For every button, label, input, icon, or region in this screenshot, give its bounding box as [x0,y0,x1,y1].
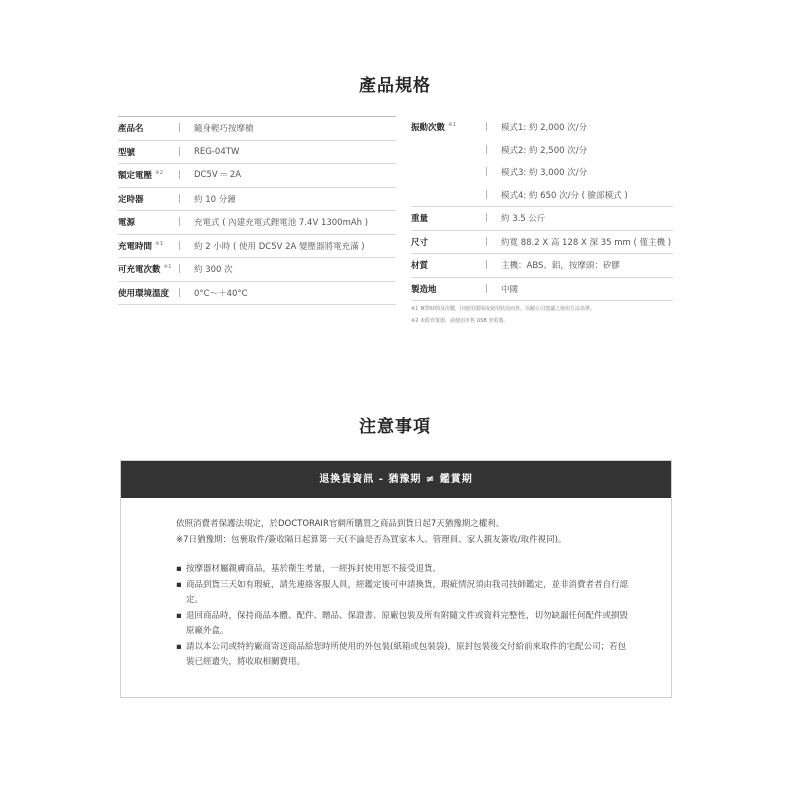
spec-value: 充電式 ( 內建充電式鋰電池 7.4V 1300mAh ) [194,218,369,229]
spec-label: 振動次數 $^{※1}$ [411,122,457,134]
spec-row [411,278,673,302]
bullet-icon: ▪ [176,579,182,590]
spec-row [411,254,673,278]
separator: | [178,170,181,181]
spec-value: 模式4: 約 650 次/分 ( 臉部模式 ) [501,190,628,201]
bullet-icon: ▪ [176,610,182,621]
bullet-icon: ▪ [176,641,182,652]
spec-label: 額定電壓 $^{※2}$ [118,170,164,182]
list-item [176,609,631,640]
spec-section-title: 產品規格 [359,76,431,96]
spec-value: 中國 [501,284,519,295]
spec-label: 重量 [411,214,429,225]
spec-row [411,184,673,208]
separator: | [178,264,181,275]
spec-table-left [118,116,396,305]
list-item-text: 商品到貨三天如有瑕疵，請先連絡客服人員，經鑑定後可申請換貨，瑕疵情況須由我司技師鑑定，並非消費者者自行認定。 [186,579,629,605]
spec-label [411,167,485,178]
list-item-text: 退回商品時，保持商品本體、配件、贈品、保證書、原廠包裝及所有附隨文件或資料完整性，切勿缺漏任何配件或損毀原廠外盒。 [186,610,629,636]
spec-value: 模式3: 約 3,000 次/分 [501,168,588,179]
separator: | [485,144,488,155]
spec-table-right [411,116,673,301]
notice-body [176,517,631,671]
separator: | [485,122,488,133]
spec-row [118,164,396,188]
separator: | [485,213,488,224]
spec-value: 約 2 小時 ( 使用 DC5V 2A 變壓器將電充滿 ) [194,241,365,252]
spec-row [118,188,396,212]
spec-value: 約 3.5 公斤 [501,214,546,225]
list-item-text: 按摩器材屬親膚商品，基於衛生考量，一經拆封使用恕不接受退貨。 [186,564,442,574]
spec-value: 模式2: 約 2,500 次/分 [501,145,588,156]
separator: | [485,167,488,178]
separator: | [485,283,488,294]
spec-row [118,116,396,141]
spec-row [118,235,396,259]
spec-row [118,141,396,165]
spec-row [118,211,396,235]
spec-row [411,207,673,231]
notice-header: 退換貨資訊 - 猶豫期 ≠ 鑑賞期 [121,461,671,498]
separator: | [485,260,488,271]
spec-label: 材質 [411,261,429,272]
spec-label: 可充電次數 $^{※1}$ [118,264,172,276]
separator: | [178,287,181,298]
bullet-icon: ▪ [176,564,182,574]
separator: | [178,146,181,157]
separator: | [178,240,181,251]
spec-row [118,258,396,282]
spec-label: 充電時間 $^{※1}$ [118,240,164,252]
spec-value: 主機：ABS、鋁，按摩頭：矽膠 [501,261,620,272]
separator: | [485,236,488,247]
spec-label [411,144,485,155]
spec-value: 0°C～＋40°C [194,288,248,299]
spec-value: 約 10 分鐘 [194,194,236,205]
spec-value: REG-04TW [194,146,240,157]
separator: | [485,189,488,200]
spec-row [118,282,396,306]
spec-row [411,116,673,139]
spec-label: 產品名 [118,124,144,135]
spec-value: 模式1: 約 2,000 次/分 [501,123,588,134]
separator: | [178,123,181,134]
spec-value: 約 300 次 [194,265,233,276]
footnote: ※1 實際時間及次數，因使用環境或使用狀況而異。以敝公司建議之使用方法為準。 [411,306,595,312]
spec-footnotes [411,303,595,327]
footnote: ※2 未附充電器，請使用市售 USB 充電器。 [411,318,509,324]
spec-label: 使用環境溫度 [118,288,170,299]
spec-value: 隨身輕巧按摩槍 [194,124,254,135]
separator: | [178,193,181,204]
intro-text: 依照消費者保護法規定，於DOCTORAIR官網所購買之商品到貨日起7天猶豫期之權利。 [176,519,505,529]
spec-value: DC5V ⎓ 2A [194,170,242,181]
list-item-text: 請以本公司或特約廠商寄送商品給您時所使用的外包裝(紙箱或包裝袋)，原封包裝後交付給前來取件的宅配公司；若包裝已經遺失，將收取相關費用。 [186,641,627,667]
spec-label: 尺寸 [411,237,429,248]
spec-row [411,231,673,255]
intro-text: ※7日猶豫期：包裹取件/簽收隔日起算第一天(不論是否為買家本人、管理員、家人親友簽收/取件視同)。 [176,534,567,545]
separator: | [178,217,181,228]
spec-value: 約寬 88.2 X 高 128 X 深 35 mm ( 僅主機 ) [501,237,672,248]
notice-box [120,460,672,698]
notice-section-title: 注意事項 [359,417,431,437]
list-item [176,640,631,671]
spec-label: 製造地 [411,284,437,295]
spec-row [411,139,673,162]
spec-label: 定時器 [118,194,144,205]
list-item [176,578,631,609]
list-item [176,562,631,578]
spec-label: 電源 [118,218,136,229]
spec-row [411,161,673,184]
spec-label: 型號 [118,147,136,158]
bullet-list [176,562,631,671]
spec-label [411,189,485,200]
